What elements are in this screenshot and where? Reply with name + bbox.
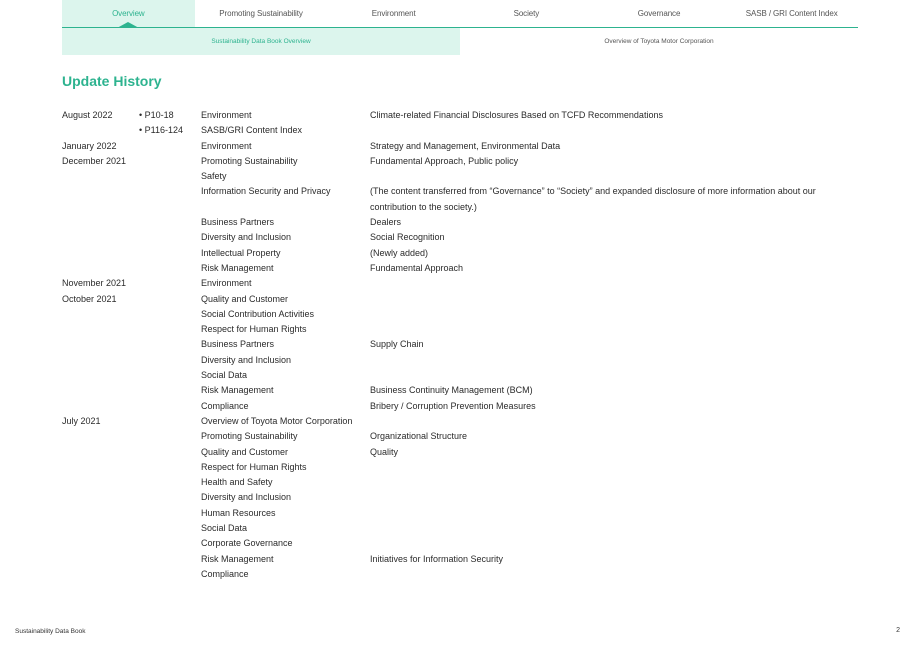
history-row (62, 353, 852, 368)
tab-label: SASB / GRI Content Index (745, 9, 838, 18)
history-row (62, 368, 852, 383)
history-section: Overview of Toyota Motor Corporation (201, 415, 353, 426)
history-date: August 2022 (62, 110, 113, 120)
history-detail (370, 307, 852, 322)
history-section: Corporate Governance (201, 538, 293, 549)
tab-environment[interactable] (327, 0, 460, 27)
history-row (62, 383, 852, 398)
history-section: Compliance (201, 400, 249, 411)
history-section: Environment (201, 278, 252, 289)
history-row (62, 552, 852, 567)
history-section: Information Security and Privacy (201, 186, 331, 197)
history-detail (370, 460, 852, 475)
history-section: Diversity and Inclusion (201, 232, 292, 243)
history-section: Promoting Sustainability (201, 431, 298, 442)
history-detail (370, 292, 852, 307)
history-row (62, 322, 852, 337)
history-row (62, 108, 852, 123)
history-detail (370, 536, 852, 551)
history-section: Safety (201, 171, 227, 182)
tab-promoting-sustainability[interactable] (195, 0, 328, 27)
update-history-list (62, 108, 852, 582)
history-date: December 2021 (62, 155, 127, 166)
history-detail (370, 322, 852, 337)
history-section: Social Data (201, 370, 248, 381)
history-detail (370, 414, 852, 429)
tab-society[interactable] (460, 0, 593, 27)
tab-label: Overview (112, 9, 145, 18)
tab-label: Governance (637, 9, 681, 18)
history-row (62, 246, 852, 261)
tab-label: Society (513, 9, 540, 18)
history-section: Diversity and Inclusion (201, 492, 292, 503)
history-detail (370, 353, 852, 368)
history-detail: (The content transferred from “Governance” to “Society” and expanded disclosure of more information about our contribution to the society.) (370, 186, 816, 212)
history-row (62, 490, 852, 505)
history-row (62, 215, 852, 230)
history-row (62, 337, 852, 352)
top-navigation (62, 0, 858, 28)
history-section: Promoting Sustainability (201, 155, 298, 166)
history-section: Compliance (201, 568, 249, 579)
tab-governance[interactable] (593, 0, 726, 27)
history-row (62, 445, 852, 460)
history-section: SASB/GRI Content Index (201, 125, 303, 136)
history-detail (370, 276, 852, 291)
history-detail: Social Recognition (370, 232, 445, 243)
history-row (62, 184, 852, 215)
history-section: Health and Safety (201, 477, 273, 488)
tab-label: Promoting Sustainability (219, 9, 303, 18)
history-pages: • P116-124 (139, 123, 201, 138)
footer-title: Sustainability Data Book (15, 628, 86, 635)
tab-overview[interactable] (62, 0, 195, 27)
subtab-overview-of-toyota-motor-corporation[interactable]: Overview of Toyota Motor Corporation (604, 38, 714, 45)
history-row (62, 139, 852, 154)
history-row (62, 169, 852, 184)
history-row (62, 307, 852, 322)
history-detail (370, 521, 852, 536)
history-detail: Bribery / Corruption Prevention Measures (370, 400, 536, 411)
history-row (62, 123, 852, 138)
history-row (62, 230, 852, 245)
history-section: Risk Management (201, 385, 274, 396)
history-detail: Initiatives for Information Security (370, 553, 504, 564)
history-detail (370, 475, 852, 490)
history-section: Diversity and Inclusion (201, 354, 292, 365)
history-detail (370, 490, 852, 505)
subtab-sustainability-data-book-overview[interactable]: Sustainability Data Book Overview (62, 28, 460, 55)
history-section: Business Partners (201, 217, 275, 228)
history-section: Social Data (201, 523, 248, 534)
history-section: Social Contribution Activities (201, 308, 315, 319)
history-detail: Organizational Structure (370, 431, 468, 442)
history-detail: Fundamental Approach (370, 262, 464, 273)
history-section: Risk Management (201, 262, 274, 273)
history-detail: Dealers (370, 217, 402, 228)
history-row (62, 521, 852, 536)
history-section: Risk Management (201, 553, 274, 564)
history-section: Respect for Human Rights (201, 461, 307, 472)
history-date: November 2021 (62, 278, 127, 289)
history-section: Intellectual Property (201, 247, 281, 258)
history-detail: Strategy and Management, Environmental Data (370, 140, 561, 151)
history-row (62, 276, 852, 291)
history-detail (370, 169, 852, 184)
history-detail: Supply Chain (370, 339, 424, 350)
history-row (62, 567, 852, 582)
history-section: Quality and Customer (201, 293, 289, 304)
history-section: Quality and Customer (201, 446, 289, 457)
history-detail: Climate-related Financial Disclosures Based on TCFD Recommendations (370, 110, 663, 120)
tab-label: Environment (371, 9, 416, 18)
page-number: 2 (896, 627, 900, 634)
page-title: Update History (62, 73, 162, 89)
sub-navigation (62, 28, 858, 55)
history-date: July 2021 (62, 415, 101, 426)
history-date: October 2021 (62, 293, 117, 304)
history-section: Human Resources (201, 507, 276, 518)
history-row (62, 399, 852, 414)
history-row (62, 460, 852, 475)
history-row (62, 292, 852, 307)
history-row (62, 261, 852, 276)
history-detail (370, 368, 852, 383)
history-row (62, 429, 852, 444)
history-row (62, 475, 852, 490)
history-section: Environment (201, 140, 252, 151)
history-row (62, 536, 852, 551)
history-section: Respect for Human Rights (201, 324, 307, 335)
history-row (62, 506, 852, 521)
history-detail: Fundamental Approach, Public policy (370, 155, 519, 166)
history-date: January 2022 (62, 140, 117, 151)
history-detail: Business Continuity Management (BCM) (370, 385, 533, 396)
history-detail (370, 506, 852, 521)
history-row (62, 414, 852, 429)
history-detail: (Newly added) (370, 247, 429, 258)
history-detail (370, 567, 852, 582)
history-pages: • P10-18 (139, 108, 201, 123)
history-section: Business Partners (201, 339, 275, 350)
history-section: Environment (201, 110, 252, 120)
tab-sasb-gri-content-index[interactable] (725, 0, 858, 27)
history-detail (370, 123, 852, 138)
history-detail: Quality (370, 446, 399, 457)
history-row (62, 154, 852, 169)
